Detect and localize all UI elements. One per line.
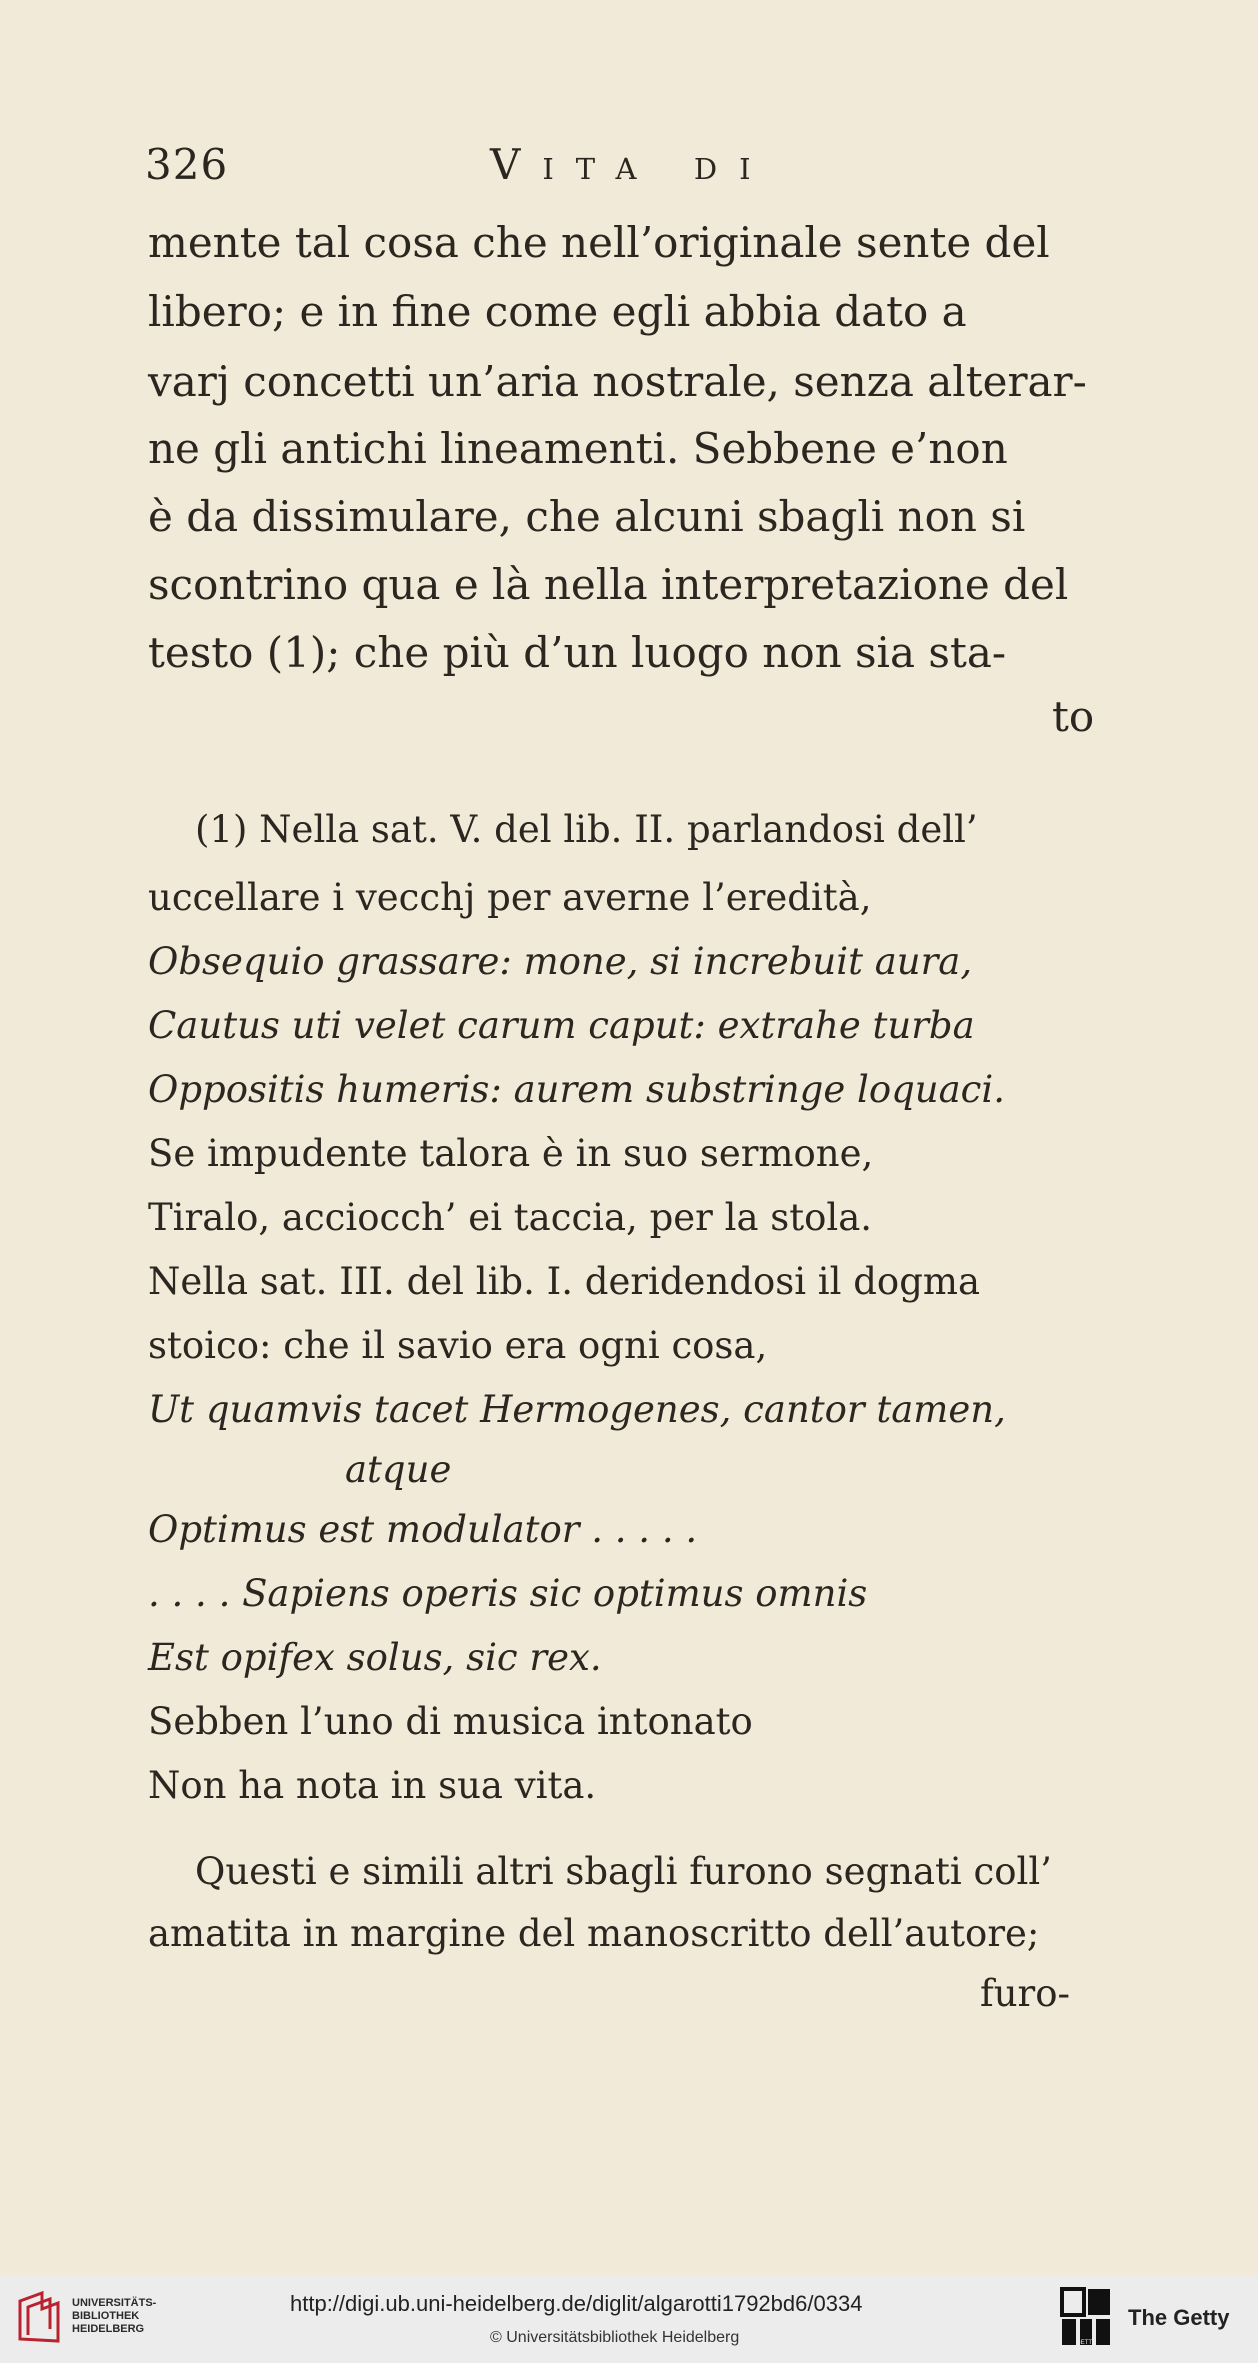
footnote-latin-line: Optimus est modulator . . . . . [148,1508,698,1551]
body-line: mente tal cosa che nell’originale sente del [148,218,1050,267]
footnote-latin-line: Obsequio grassare: mone, si increbuit aura, [148,940,973,983]
copyright-notice: © Universitätsbibliothek Heidelberg [490,2329,740,2346]
footnote-line: stoico: che il savio era ogni cosa, [148,1324,768,1367]
footnote-latin-line: atque [345,1448,452,1491]
catchword: furo- [980,1972,1070,2015]
running-title: Vita di [490,140,773,189]
body-line: ne gli antichi lineamenti. Sebbene e’non [148,424,1008,473]
footnote-latin-line: Cautus uti velet carum caput: extrahe turba [148,1004,975,1047]
body-line: varj concetti un’aria nostrale, senza alterar- [148,357,1087,406]
university-library-logo-icon [14,2289,64,2347]
continuation-line: amatita in margine del manoscritto dell’autore; [148,1912,1040,1955]
page-number: 326 [145,140,229,189]
permalink-link[interactable]: http://digi.ub.uni-heidelberg.de/diglit/algarotti1792bd6/0334 [290,2291,863,2316]
footnote-latin-line: Est opifex solus, sic rex. [148,1636,602,1679]
footnote-line: Tiralo, acciocch’ ei taccia, per la stola. [148,1196,873,1239]
footnote-line: Se impudente talora è in suo sermone, [148,1132,874,1175]
viewer-footer [0,2275,1258,2363]
footnote-line: (1) Nella sat. V. del lib. II. parlandosi dell’ [195,808,978,851]
continuation-line: Questi e simili altri sbagli furono segnati coll’ [195,1850,1052,1893]
footnote-latin-line: Oppositis humeris: aurem substringe loquaci. [148,1068,1005,1111]
body-line: libero; e in fine come egli abbia dato a [148,287,967,336]
catchword: to [1052,692,1095,741]
footnote-latin-line: . . . . Sapiens operis sic optimus omnis [148,1572,868,1615]
getty-name: The Getty [1128,2305,1230,2330]
footnote-line: Sebben l’uno di musica intonato [148,1700,753,1743]
body-line: è da dissimulare, che alcuni sbagli non si [148,492,1026,541]
getty-logo-icon [1060,2287,1112,2347]
body-line: testo (1); che più d’un luogo non sia sta- [148,628,1007,677]
footnote-latin-line: Ut quamvis tacet Hermogenes, cantor tamen, [148,1388,1006,1431]
footnote-line: Non ha nota in sua vita. [148,1764,597,1807]
library-name: UNIVERSITÄTS- BIBLIOTHEK HEIDELBERG [72,2297,157,2335]
footnote-line: uccellare i vecchj per averne l’eredità, [148,876,872,919]
body-line: scontrino qua e là nella interpretazione del [148,560,1069,609]
svg-text:GETTY: GETTY [1075,2340,1097,2346]
footnote-line: Nella sat. III. del lib. I. deridendosi il dogma [148,1260,981,1303]
